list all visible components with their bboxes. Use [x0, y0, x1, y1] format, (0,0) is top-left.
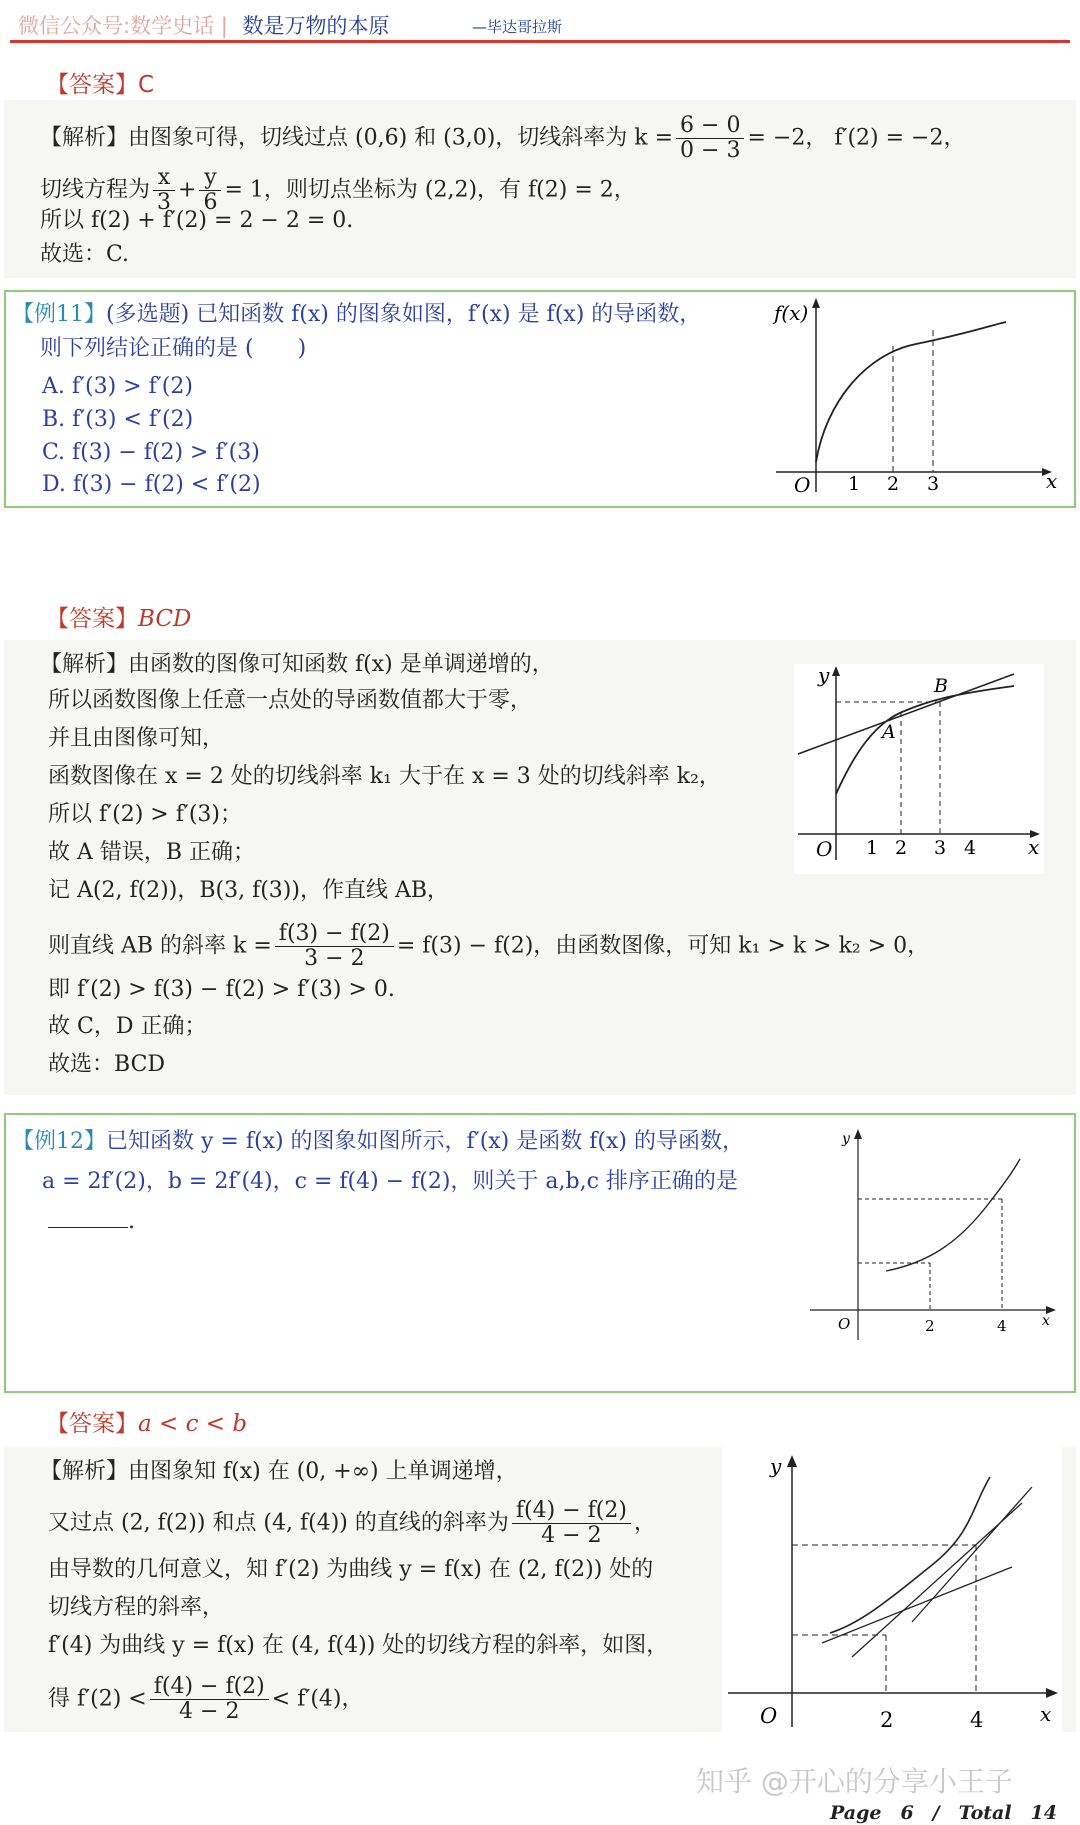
ex11-tick-1: 1 — [848, 473, 861, 495]
a12-ineq-fraction: $\frac{f(4) - f(2)}{4 - 2}$ — [150, 1675, 269, 1724]
ex11-option-c: C. f(3) − f(2) > f′(3) — [42, 440, 260, 465]
a11-tick-3: 3 — [934, 837, 947, 859]
ex12-tick-2: 2 — [925, 1317, 935, 1335]
a12-line2: 又过点 (2, f(2)) 和点 (4, f(4)) 的直线的斜率为 $\frac{f(4) - f(2)}{4 - 2}$ ， — [48, 1498, 656, 1548]
watermark: 知乎 @开心的分享小王子 — [696, 1765, 1013, 1798]
a11-y-arrow — [832, 666, 840, 676]
a11-tick-1: 1 — [866, 837, 879, 859]
ex11-ylabel: f(x) — [774, 301, 809, 325]
ex12-line1: 【例12】已知函数 y = f(x) 的图象如图所示，f′(x) 是函数 f(x) 的导函数， — [12, 1129, 744, 1154]
a12-slope-fraction: $\frac{f(4) - f(2)}{4 - 2}$ — [512, 1499, 631, 1548]
a11-line7: 记 A(2, f(2))，B(3, f(3))，作直线 AB， — [48, 878, 450, 903]
a12-line4: 切线方程的斜率， — [48, 1595, 225, 1620]
ex12-blank — [48, 1227, 128, 1228]
a12-tick-2: 2 — [880, 1708, 894, 1732]
q10-frac-y: $\frac{y}{6}$ — [199, 166, 221, 215]
ex12-origin: O — [838, 1315, 851, 1333]
header-account: 微信公众号:数学史话 — [18, 14, 215, 38]
page-footer: Page 6 / Total 14 — [830, 1802, 1057, 1824]
a11-point-a: A — [882, 721, 896, 743]
ex11-solution-panel — [4, 640, 1076, 1095]
ex11-line1: 【例11】(多选题) 已知函数 f(x) 的图象如图，f′(x) 是 f(x) 的导函数， — [12, 302, 702, 327]
ex12-tick-4: 4 — [997, 1317, 1007, 1335]
a11-line5: 所以 f′(2) > f′(3)； — [48, 802, 243, 827]
a12-x-arrow — [1046, 1688, 1058, 1698]
a12-curve — [830, 1477, 990, 1633]
page-header — [10, 6, 1070, 43]
q10-line3: 所以 f(2) + f′(2) = 2 − 2 = 0. — [40, 208, 354, 233]
a11-line6: 故 A 错误，B 正确； — [48, 840, 256, 865]
header-author: —毕达哥拉斯 — [472, 18, 563, 36]
ex11-y-arrow — [812, 298, 820, 308]
a11-line4: 函数图像在 x = 2 处的切线斜率 k₁ 大于在 x = 3 处的切线斜率 k₂， — [48, 764, 721, 789]
q10-answer: 【答案】C — [46, 72, 155, 98]
header-separator: | — [220, 14, 228, 38]
a12-graph — [722, 1447, 1062, 1732]
a11-tangent — [798, 674, 1014, 754]
q10-line2: 切线方程为 $\frac{x}{3}$ + $\frac{y}{6}$ = 1，则切点坐标为 (2,2)，有 f(2) = 2， — [40, 165, 636, 215]
ex11-curve — [816, 322, 1006, 462]
q10-frac-x: $\frac{x}{3}$ — [153, 166, 175, 215]
example-11-box — [4, 290, 1076, 508]
a11-line2: 所以函数图像上任意一点处的导函数值都大于零， — [48, 688, 533, 713]
q10-slope-fraction: $\frac{6 - 0}{0 - 3}$ — [676, 114, 744, 163]
ex11-option-a: A. f′(3) > f′(2) — [42, 374, 193, 399]
ex11-tick-2: 2 — [887, 473, 900, 495]
ex11-origin: O — [794, 473, 811, 497]
q10-line1: 【解析】由图象可得，切线过点 (0,6) 和 (3,0)，切线斜率为 k = $\frac{6 - 0}{0 - 3}$ = −2， f′(2) = −2， — [40, 113, 966, 163]
a11-line1: 【解析】由函数的图像可知函数 f(x) 是单调递增的， — [40, 652, 554, 677]
example-12-box — [4, 1113, 1076, 1393]
a11-xlabel: x — [1028, 835, 1040, 859]
ex11-option-d: D. f(3) − f(2) < f′(2) — [42, 472, 261, 497]
ex12-y-arrow — [854, 1129, 862, 1139]
a12-y-arrow — [787, 1455, 797, 1467]
a11-line10: 故 C，D 正确； — [48, 1014, 207, 1039]
q10-line4: 故选：C. — [40, 242, 130, 267]
a11-point-b: B — [934, 675, 948, 697]
a11-graph — [794, 664, 1044, 874]
a11-origin: O — [816, 837, 833, 861]
q10-solution-panel — [4, 100, 1076, 278]
a11-curve — [836, 686, 1014, 794]
ex12-ylabel: y — [842, 1131, 850, 1147]
a11-tick-4: 4 — [964, 837, 977, 859]
a12-tangent-4 — [912, 1487, 1032, 1622]
ex11-xlabel: x — [1046, 469, 1058, 493]
a12-tick-4: 4 — [970, 1708, 984, 1732]
a11-ylabel: y — [818, 664, 830, 687]
a12-xlabel: x — [1040, 1702, 1052, 1726]
a12-tangent-2 — [822, 1567, 1012, 1643]
a11-line9: 即 f′(2) > f(3) − f(2) > f′(3) > 0. — [48, 977, 395, 1002]
a11-slope-fraction: $\frac{f(3) - f(2)}{3 - 2}$ — [275, 922, 394, 971]
a11-line3: 并且由图像可知， — [48, 726, 225, 751]
ex11-tick-3: 3 — [927, 473, 940, 495]
ex12-solution-panel — [4, 1447, 1076, 1732]
a12-line3: 由导数的几何意义，知 f′(2) 为曲线 y = f(x) 在 (2, f(2)) 处的 — [48, 1557, 654, 1582]
a11-line11: 故选：BCD — [48, 1052, 166, 1077]
ex12-xlabel: x — [1042, 1313, 1050, 1329]
a12-line6: 得 f′(2) < $\frac{f(4) - f(2)}{4 - 2}$ < f′(4)， — [48, 1674, 364, 1724]
a12-origin: O — [760, 1704, 778, 1728]
ex12-answer: 【答案】a < c < b — [46, 1411, 248, 1437]
a11-slope-line: 则直线 AB 的斜率 k = $\frac{f(3) - f(2)}{3 - 2}$ = f(3) − f(2)，由函数图像，可知 k₁ > k > k₂ > 0， — [48, 921, 930, 971]
ex12-curve — [886, 1159, 1020, 1271]
ex11-option-b: B. f′(3) < f′(2) — [42, 407, 194, 432]
a12-line1: 【解析】由图象知 f(x) 在 (0, +∞) 上单调递增， — [40, 1459, 518, 1484]
ex12-graph — [806, 1125, 1066, 1355]
ex11-line2: 则下列结论正确的是 ( ) — [40, 336, 307, 361]
a11-tick-2: 2 — [895, 837, 908, 859]
ex12-line2: a = 2f′(2)，b = 2f′(4)，c = f(4) − f(2)，则关于 a,b,c 排序正确的是 — [42, 1169, 738, 1194]
header-motto: 数是万物的本原 — [242, 14, 390, 38]
a12-ylabel: y — [770, 1454, 782, 1478]
a12-line5: f′(4) 为曲线 y = f(x) 在 (4, f(4)) 处的切线方程的斜率，如图， — [48, 1633, 669, 1658]
ex12-blank-line: . — [48, 1207, 135, 1237]
ex11-graph — [766, 292, 1066, 502]
ex11-answer: 【答案】BCD — [46, 606, 192, 632]
